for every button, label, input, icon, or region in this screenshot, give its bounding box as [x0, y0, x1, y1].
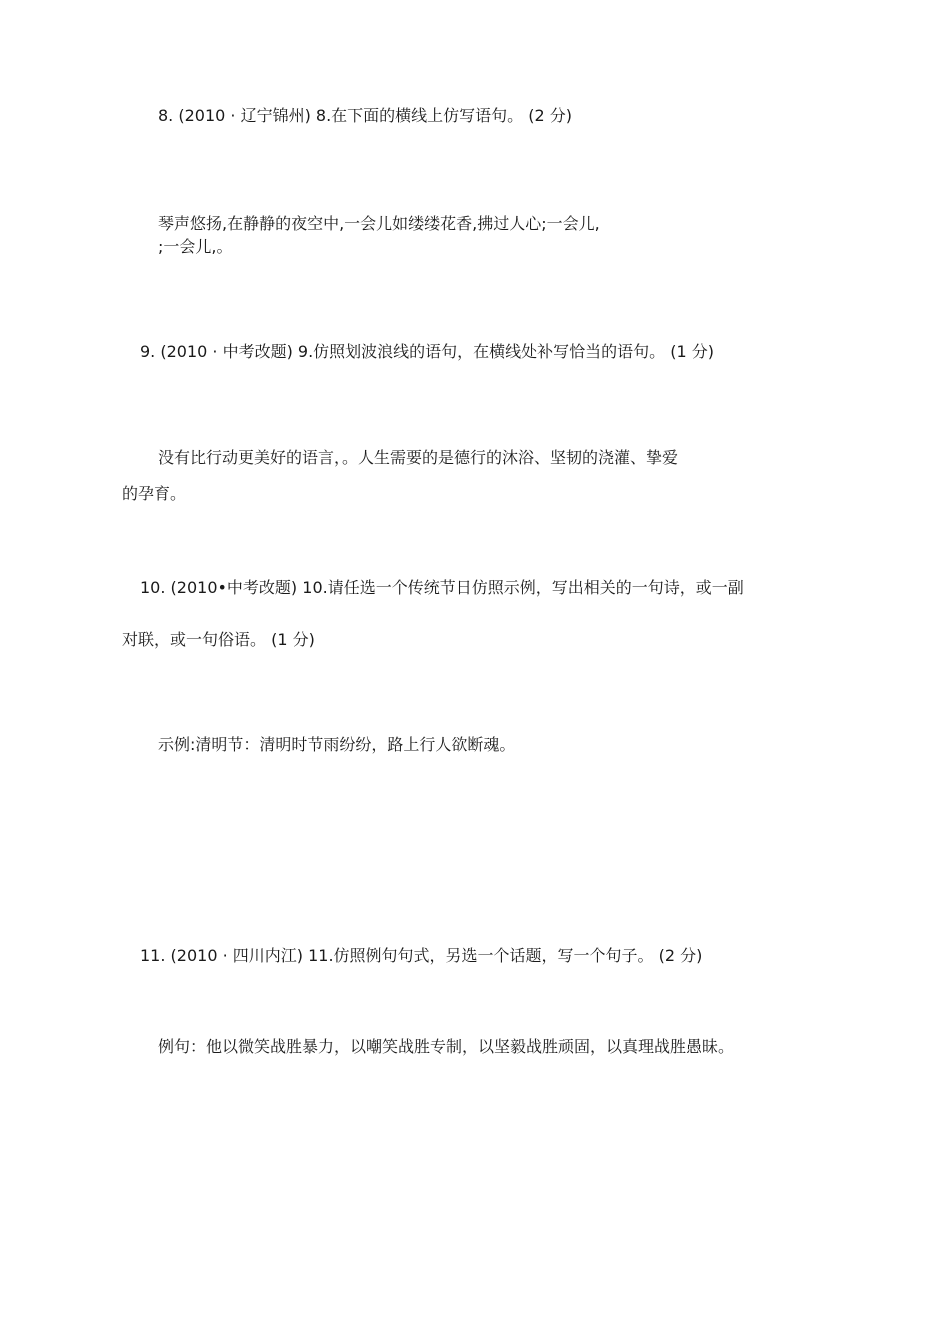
question-9-line-2: 的孕育。	[122, 484, 187, 503]
question-9-header: 9. (2010 · 中考改题) 9.仿照划波浪线的语句，在横线处补写恰当的语句。 (1 分)	[140, 342, 715, 361]
question-8-line-2: ;一会儿,。	[158, 237, 233, 256]
question-11-header: 11. (2010 · 四川内江) 11.仿照例句句式，另选一个话题，写一个句子。 (2 分)	[140, 946, 703, 965]
question-9-line-1: 没有比行动更美好的语言，。人生需要的是德行的沐浴、坚韧的浇灌、挚爱	[158, 448, 679, 467]
question-8-line-1: 琴声悠扬,在静静的夜空中,一会儿如缕缕花香,拂过人心;一会儿,	[158, 214, 600, 233]
question-10-header-cont: 对联，或一句俗语。 (1 分)	[122, 630, 315, 649]
question-10-example: 示例:清明节：清明时节雨纷纷，路上行人欲断魂。	[158, 735, 516, 754]
question-8-header: 8. (2010 · 辽宁锦州) 8.在下面的横线上仿写语句。 (2 分)	[158, 106, 573, 125]
question-11-example: 例句：他以微笑战胜暴力，以嘲笑战胜专制，以坚毅战胜顽固，以真理战胜愚昧。	[158, 1037, 735, 1056]
question-10-header: 10. (2010•中考改题) 10.请任选一个传统节日仿照示例，写出相关的一句诗，或一副	[140, 578, 744, 597]
